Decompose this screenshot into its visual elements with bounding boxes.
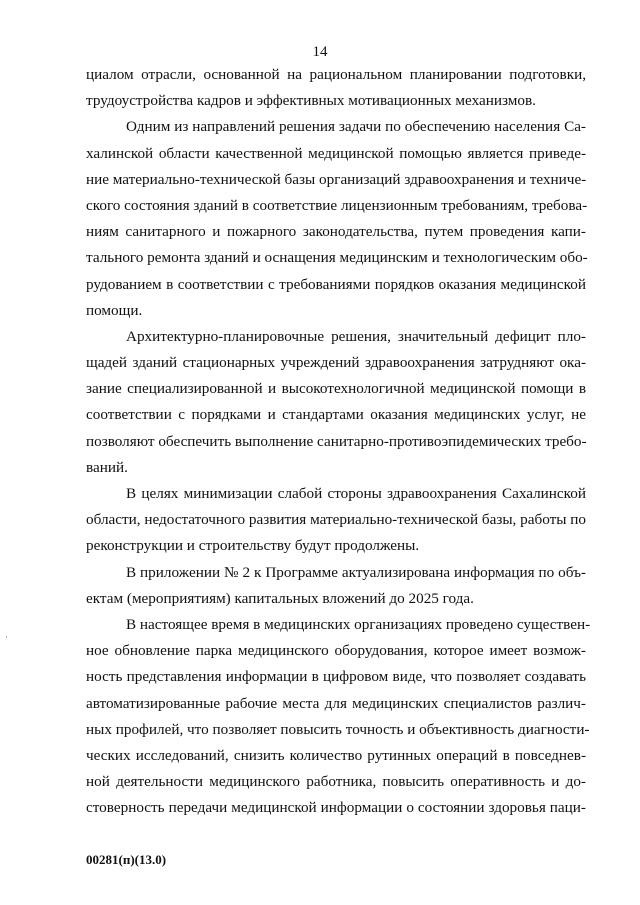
text-line: циалом отрасли, основанной на рациональном планировании подготовки,	[86, 66, 586, 83]
text-line: ваний.	[86, 458, 128, 476]
paragraph-minimization	[86, 481, 586, 560]
text-line: В настоящее время в медицинских организациях проведено существен-	[126, 615, 591, 633]
text-line: ность представления информации в цифровом виде, что позволяет создавать	[86, 668, 586, 686]
paragraph-facilities	[86, 114, 586, 324]
margin-mark: ·	[5, 632, 8, 642]
text-line: ние материально-технической базы организаций здравоохранения и техниче-	[86, 170, 587, 188]
text-line: автоматизированные рабочие места для медицинских специалистов различ-	[86, 694, 586, 712]
text-line: ниям санитарного и пожарного законодательства, путем проведения капи-	[86, 223, 586, 241]
text-line: стоверность передачи медицинской информации о состоянии здоровья паци-	[86, 799, 586, 817]
text-line: ского состояния зданий в соответствие лицензионным требованиям, требова-	[86, 196, 588, 214]
document-code: 00281(п)(13.0)	[86, 852, 167, 867]
text-line: рудованием в соответствии с требованиями порядков оказания медицинской	[86, 275, 586, 293]
paragraph-equipment	[86, 612, 591, 822]
text-line: соответствии с порядками и стандартами оказания медицинских услуг, не	[86, 406, 586, 424]
page-number: 14	[312, 44, 328, 60]
text-line: помощи.	[86, 301, 143, 319]
text-line: области, недостаточного развития материально-технической базы, работы по	[86, 511, 586, 529]
document-body	[86, 62, 591, 821]
paragraph-architecture	[86, 324, 586, 481]
text-line: реконструкции и строительству будут продолжены.	[86, 537, 420, 555]
text-line: Архитектурно-планировочные решения, значительный дефицит пло-	[126, 327, 586, 345]
text-line: Одним из направлений решения задачи по обеспечению населения Са-	[126, 118, 586, 136]
text-line: трудоустройства кадров и эффективных мотивационных механизмов.	[86, 92, 536, 110]
text-line: ческих исследований, снизить количество рутинных операций в повседнев-	[86, 746, 586, 764]
text-line: В приложении № 2 к Программе актуализирована информация по объ-	[126, 563, 586, 581]
text-line: позволяют обеспечить выполнение санитарно-противоэпидемических требо-	[86, 432, 587, 450]
text-line: В целях минимизации слабой стороны здравоохранения Сахалинской	[126, 485, 586, 502]
text-line: ное обновление парка медицинского оборудования, которое имеет возмож-	[86, 642, 586, 660]
paragraph-continuation	[86, 62, 586, 114]
text-line: халинской области качественной медицинской помощью является приведе-	[86, 144, 586, 162]
text-line: ной деятельности медицинского работника, повысить оперативность и до-	[86, 773, 586, 791]
text-line: ектам (мероприятиям) капитальных вложений до 2025 года.	[86, 589, 474, 607]
text-line: ных профилей, что позволяет повысить точность и объективность диагности-	[86, 720, 590, 738]
text-line: зание специализированной и высокотехнологичной медицинской помощи в	[86, 380, 586, 398]
text-line: щадей зданий стационарных учреждений здравоохранения затрудняют ока-	[86, 354, 586, 372]
paragraph-appendix	[86, 560, 586, 612]
text-line: тального ремонта зданий и оснащения медицинским и технологическим обо-	[86, 249, 588, 267]
